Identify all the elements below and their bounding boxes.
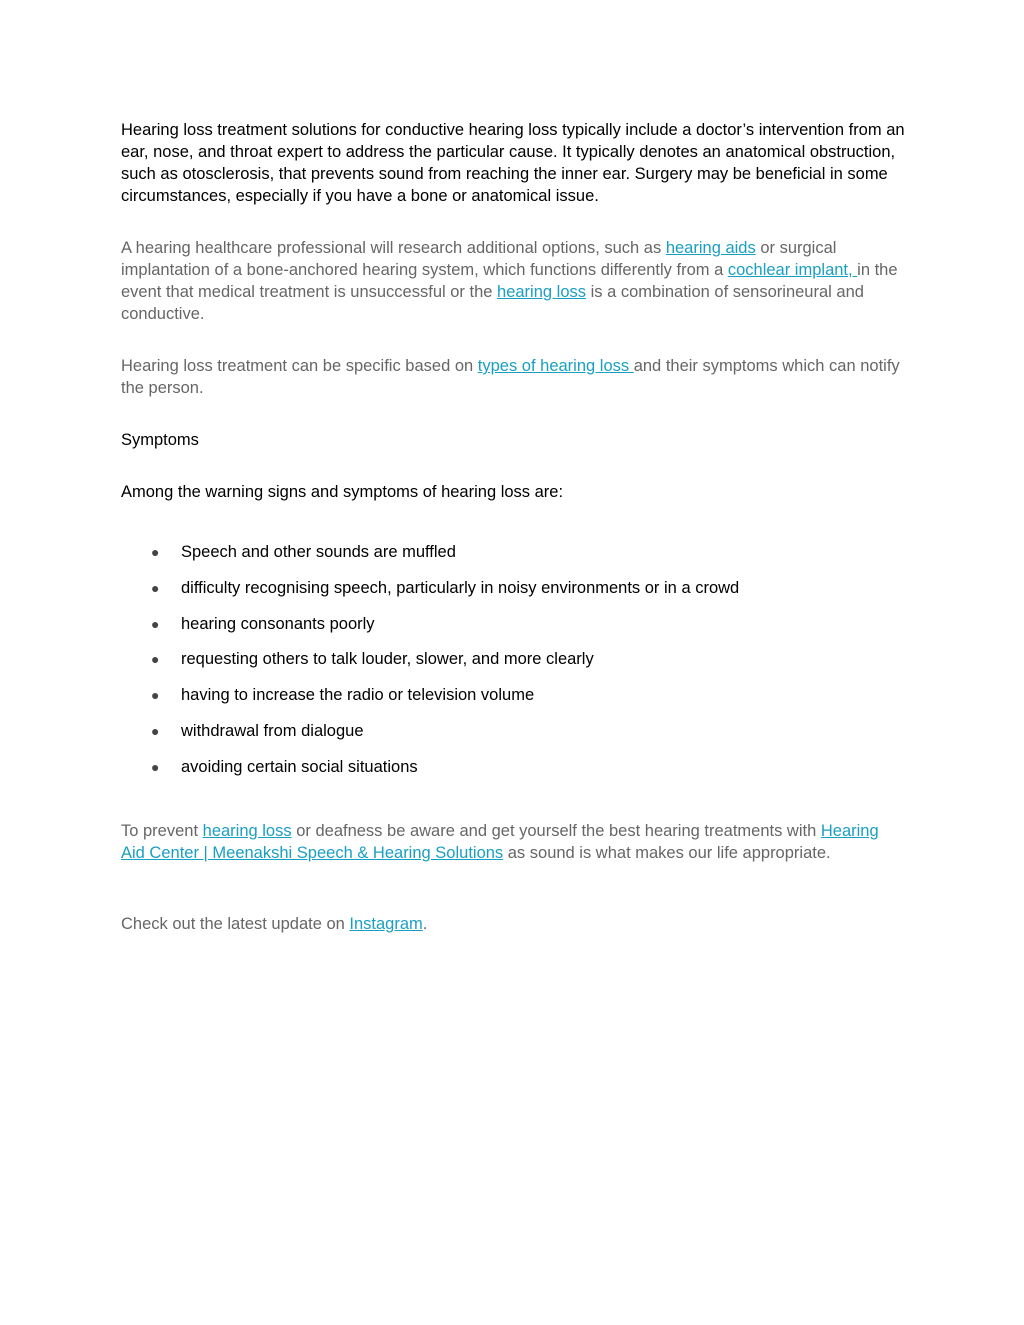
paragraph-instagram: [121, 913, 906, 935]
paragraph-text: Hearing loss treatment can be specific based on: [121, 357, 478, 375]
list-item-text: having to increase the radio or television volume: [181, 686, 535, 705]
bullet-icon: ●: [151, 615, 160, 632]
paragraph-text: as sound is what makes our life appropriate.: [503, 843, 831, 862]
list-item-text: hearing consonants poorly: [181, 614, 375, 633]
list-item: [121, 541, 906, 563]
symptoms-intro: Among the warning signs and symptoms of hearing loss are:: [121, 483, 564, 501]
paragraph-text: in the event that medical treatment is unsuccessful or the: [121, 261, 898, 301]
paragraph-text: .: [422, 914, 428, 933]
hearing-aids-link[interactable]: hearing aids: [665, 239, 756, 257]
list-item-text: difficulty recognising speech, particularly in noisy environments or in a crowd: [181, 578, 740, 597]
types-of-hearing-loss-link[interactable]: types of hearing loss: [477, 357, 634, 375]
paragraph-text: is a combination of sensorineural and conductive.: [121, 283, 864, 323]
list-item: [121, 756, 906, 778]
paragraph-text: Hearing loss treatment solutions for conductive hearing loss typically include a doctor’s intervention from an ear, nose, and throat expert to address the particular cause. It typically denotes an anatomical obstruction, such as otosclerosis, that prevents sound from reaching the inner ear. Surgery may be beneficial in some circumstances, especially if you have a bone or anatomical issue.: [121, 121, 905, 205]
list-item: [121, 577, 906, 599]
bullet-icon: ●: [151, 722, 160, 739]
bullet-icon: ●: [151, 758, 160, 775]
hearing-loss-link[interactable]: hearing loss: [202, 821, 292, 840]
list-item: [121, 613, 906, 635]
paragraph-text: or surgical implantation of a bone-anchored hearing system, which functions differently from a: [121, 239, 837, 279]
list-item: [121, 648, 906, 670]
paragraph-text: and their symptoms which can notify the person.: [121, 357, 900, 397]
bullet-icon: ●: [151, 579, 160, 596]
paragraph-prevention: [121, 820, 906, 864]
list-item-text: avoiding certain social situations: [181, 757, 418, 776]
paragraph-specific-treatment: [121, 355, 906, 399]
bullet-icon: ●: [151, 651, 160, 668]
hearing-aid-center-link[interactable]: Hearing Aid Center | Meenakshi Speech & Hearing Solutions: [121, 821, 879, 862]
list-item: [121, 720, 906, 742]
paragraph-conductive-treatment: [121, 119, 906, 207]
paragraph-text: or deafness be aware and get yourself the best hearing treatments with: [291, 821, 821, 840]
paragraph-text: Check out the latest update on: [121, 914, 350, 933]
paragraph-text: To prevent: [121, 821, 203, 840]
cochlear-implant-link[interactable]: cochlear implant,: [727, 261, 858, 279]
list-item: [121, 684, 906, 706]
paragraph-text: A hearing healthcare professional will research additional options, such as: [121, 239, 666, 257]
instagram-link[interactable]: Instagram: [349, 914, 423, 933]
document-page: [121, 119, 906, 935]
paragraph-healthcare-options: [121, 237, 906, 325]
list-item-text: requesting others to talk louder, slower, and more clearly: [181, 650, 594, 669]
list-item-text: Speech and other sounds are muffled: [181, 543, 456, 561]
hearing-loss-link[interactable]: hearing loss: [497, 283, 587, 301]
list-item-text: withdrawal from dialogue: [181, 721, 364, 740]
bullet-icon: ●: [151, 544, 160, 560]
symptoms-heading: Symptoms: [121, 431, 199, 449]
bullet-icon: ●: [151, 687, 160, 704]
symptoms-list: [121, 541, 906, 778]
